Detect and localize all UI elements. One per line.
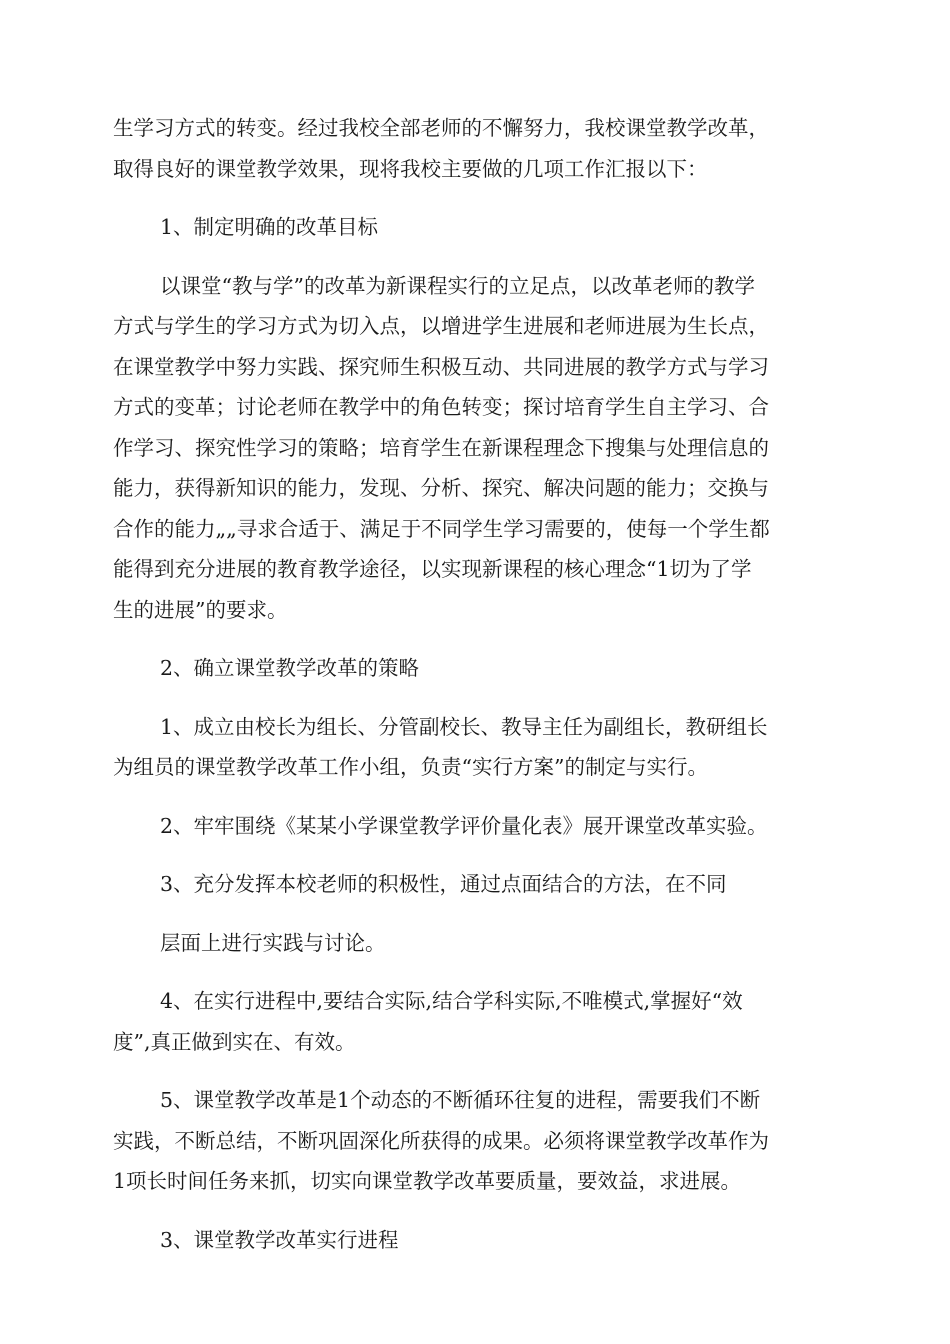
paragraph-strategy-1 — [113, 707, 841, 788]
text-line: 方式的变革；讨论老师在教学中的角色转变；探讨培育学生自主学习、合 — [113, 395, 769, 419]
text-line: 在课堂教学中努力实践、探究师生积极互动、共同进展的教学方式与学习 — [113, 354, 769, 379]
text-line: 3、充分发挥本校老师的积极性，通过点面结合的方法，在不同 — [160, 872, 727, 896]
paragraph-goals — [113, 266, 841, 631]
section-heading-goals — [113, 207, 841, 248]
text-line: 2、牢牢围绕《某某小学课堂教学评价量化表》展开课堂改革实验。 — [160, 813, 768, 838]
text-line: 1、成立由校长为组长、分管副校长、教导主任为副组长，教研组长 — [160, 714, 768, 739]
paragraph-strategy-5 — [113, 1080, 841, 1202]
text-line: 能得到充分进展的教育教学途径，以实现新课程的核心理念“1切为了学 — [113, 557, 752, 581]
text-line: 实践，不断总结，不断巩固深化所获得的成果。必须将课堂教学改革作为 — [113, 1128, 769, 1153]
document-body — [113, 108, 841, 1260]
text-line: 方式与学生的学习方式为切入点，以增进学生进展和老师进展为生长点， — [113, 314, 769, 338]
text-line: 层面上进行实践与讨论。 — [160, 930, 386, 955]
text-line: 度”,真正做到实在、有效。 — [113, 1029, 356, 1054]
text-line: 合作的能力„„寻求合适于、满足于不同学生学习需要的，使每一个学生都 — [113, 516, 770, 541]
section-heading-process — [113, 1220, 841, 1261]
paragraph-strategy-3 — [113, 864, 841, 905]
paragraph-strategy-4 — [113, 981, 841, 1062]
text-line: 1、制定明确的改革目标 — [160, 215, 379, 239]
text-line: 作学习、探究性学习的策略；培育学生在新课程理念下搜集与处理信息的 — [113, 435, 769, 460]
text-line: 能力，获得新知识的能力，发现、分析、探究、解决问题的能力；交换与 — [113, 476, 769, 500]
text-line: 1项长时间任务来抓，切实向课堂教学改革要质量，要效益，求进展。 — [113, 1169, 742, 1193]
text-line: 2、确立课堂教学改革的策略 — [160, 656, 420, 680]
paragraph-strategy-3-continued — [113, 923, 841, 964]
text-line: 生学习方式的转变。经过我校全部老师的不懈努力，我校课堂教学改革， — [113, 116, 769, 140]
text-line: 为组员的课堂教学改革工作小组，负责“实行方案”的制定与实行。 — [113, 755, 708, 779]
text-line: 以课堂“教与学”的改革为新课程实行的立足点，以改革老师的教学 — [160, 273, 755, 298]
text-line: 5、课堂教学改革是1个动态的不断循环往复的进程，需要我们不断 — [160, 1088, 761, 1112]
text-line: 生的进展”的要求。 — [113, 597, 288, 622]
text-line: 4、在实行进程中,要结合实际,结合学科实际,不唯模式,掌握好“效 — [160, 989, 743, 1013]
paragraph-intro — [113, 108, 841, 189]
section-heading-strategy — [113, 648, 841, 689]
text-line: 取得良好的课堂教学效果，现将我校主要做的几项工作汇报以下： — [113, 156, 708, 181]
paragraph-strategy-2 — [113, 806, 841, 847]
text-line: 3、课堂教学改革实行进程 — [160, 1227, 399, 1252]
